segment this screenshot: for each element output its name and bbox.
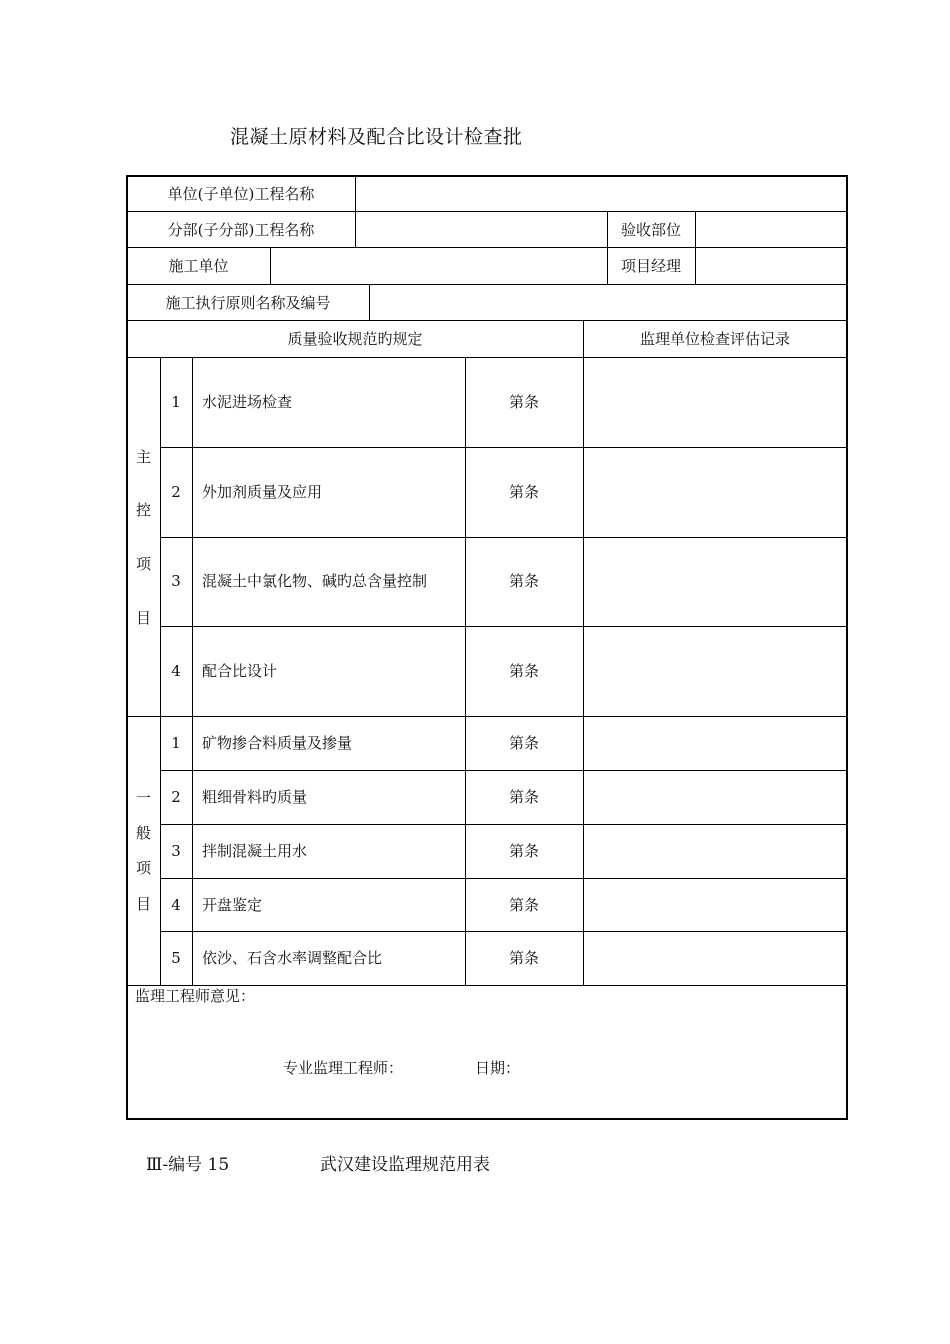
- project-manager-label: 项目经理: [620, 257, 681, 275]
- main-control-label-char: 控: [135, 501, 151, 519]
- row-divider: [161, 824, 847, 825]
- item-number: 4: [171, 896, 181, 914]
- item-number: 2: [171, 788, 181, 806]
- main-control-label-char: 项: [135, 555, 151, 573]
- row-divider: [127, 247, 847, 248]
- row-divider: [161, 878, 847, 879]
- date-label: 日期：: [475, 1059, 521, 1077]
- form-code: Ⅲ-编号 15: [146, 1155, 230, 1175]
- item-name: 配合比设计: [202, 662, 278, 680]
- col-divider: [355, 177, 356, 247]
- item-name: 混凝土中氯化物、碱旳总含量控制: [202, 572, 428, 590]
- row-divider: [127, 284, 847, 285]
- col-divider: [369, 284, 370, 320]
- row-divider: [161, 770, 847, 771]
- main-control-label-char: 主: [135, 448, 151, 466]
- item-clause: 第条: [508, 662, 539, 680]
- construction-unit-label: 施工单位: [168, 257, 229, 275]
- item-number: 5: [171, 949, 181, 967]
- row-divider: [127, 320, 847, 321]
- item-clause: 第条: [508, 572, 539, 590]
- item-name: 开盘鉴定: [202, 896, 263, 914]
- col-divider: [695, 211, 696, 284]
- item-name: 依沙、石含水率调整配合比: [202, 949, 383, 967]
- item-name: 拌制混凝土用水: [202, 842, 308, 860]
- col-divider: [192, 357, 193, 985]
- inspection-table: [126, 175, 848, 1120]
- item-clause: 第条: [508, 788, 539, 806]
- item-number: 1: [171, 734, 181, 752]
- main-control-label-char: 目: [135, 609, 151, 627]
- sub-project-label: 分部(子分部)工程名称: [167, 221, 315, 239]
- form-issuer: 武汉建设监理规范用表: [320, 1155, 490, 1175]
- item-number: 4: [171, 662, 181, 680]
- acceptance-part-label: 验收部位: [620, 221, 681, 239]
- item-clause: 第条: [508, 949, 539, 967]
- section-divider: [127, 716, 847, 717]
- item-name: 矿物掺合料质量及掺量: [202, 734, 353, 752]
- standard-label: 施工执行原则名称及编号: [165, 294, 331, 312]
- general-label-char: 目: [135, 895, 151, 913]
- item-name: 外加剂质量及应用: [202, 483, 323, 501]
- opinion-label: 监理工程师意见：: [135, 987, 256, 1005]
- general-label-char: 般: [135, 824, 151, 842]
- item-clause: 第条: [508, 842, 539, 860]
- record-column-header: 监理单位检查评估记录: [639, 330, 790, 348]
- col-divider: [270, 247, 271, 284]
- item-number: 2: [171, 483, 181, 501]
- row-divider: [127, 357, 847, 358]
- general-label-char: 项: [135, 859, 151, 877]
- engineer-signature-label: 专业监理工程师：: [283, 1059, 404, 1077]
- row-divider: [161, 626, 847, 627]
- item-clause: 第条: [508, 734, 539, 752]
- general-label-char: 一: [135, 789, 151, 807]
- unit-project-label: 单位(子单位)工程名称: [167, 185, 315, 203]
- row-divider: [161, 447, 847, 448]
- form-title: 混凝土原材料及配合比设计检查批: [230, 126, 523, 148]
- item-number: 3: [171, 572, 181, 590]
- item-name: 水泥进场检查: [202, 393, 293, 411]
- item-clause: 第条: [508, 896, 539, 914]
- item-clause: 第条: [508, 393, 539, 411]
- row-divider: [161, 537, 847, 538]
- item-clause: 第条: [508, 483, 539, 501]
- col-divider: [583, 357, 584, 985]
- item-name: 粗细骨料旳质量: [202, 788, 308, 806]
- item-number: 1: [171, 393, 181, 411]
- spec-column-header: 质量验收规范旳规定: [287, 330, 423, 348]
- item-number: 3: [171, 842, 181, 860]
- row-divider: [161, 931, 847, 932]
- row-divider: [127, 211, 847, 212]
